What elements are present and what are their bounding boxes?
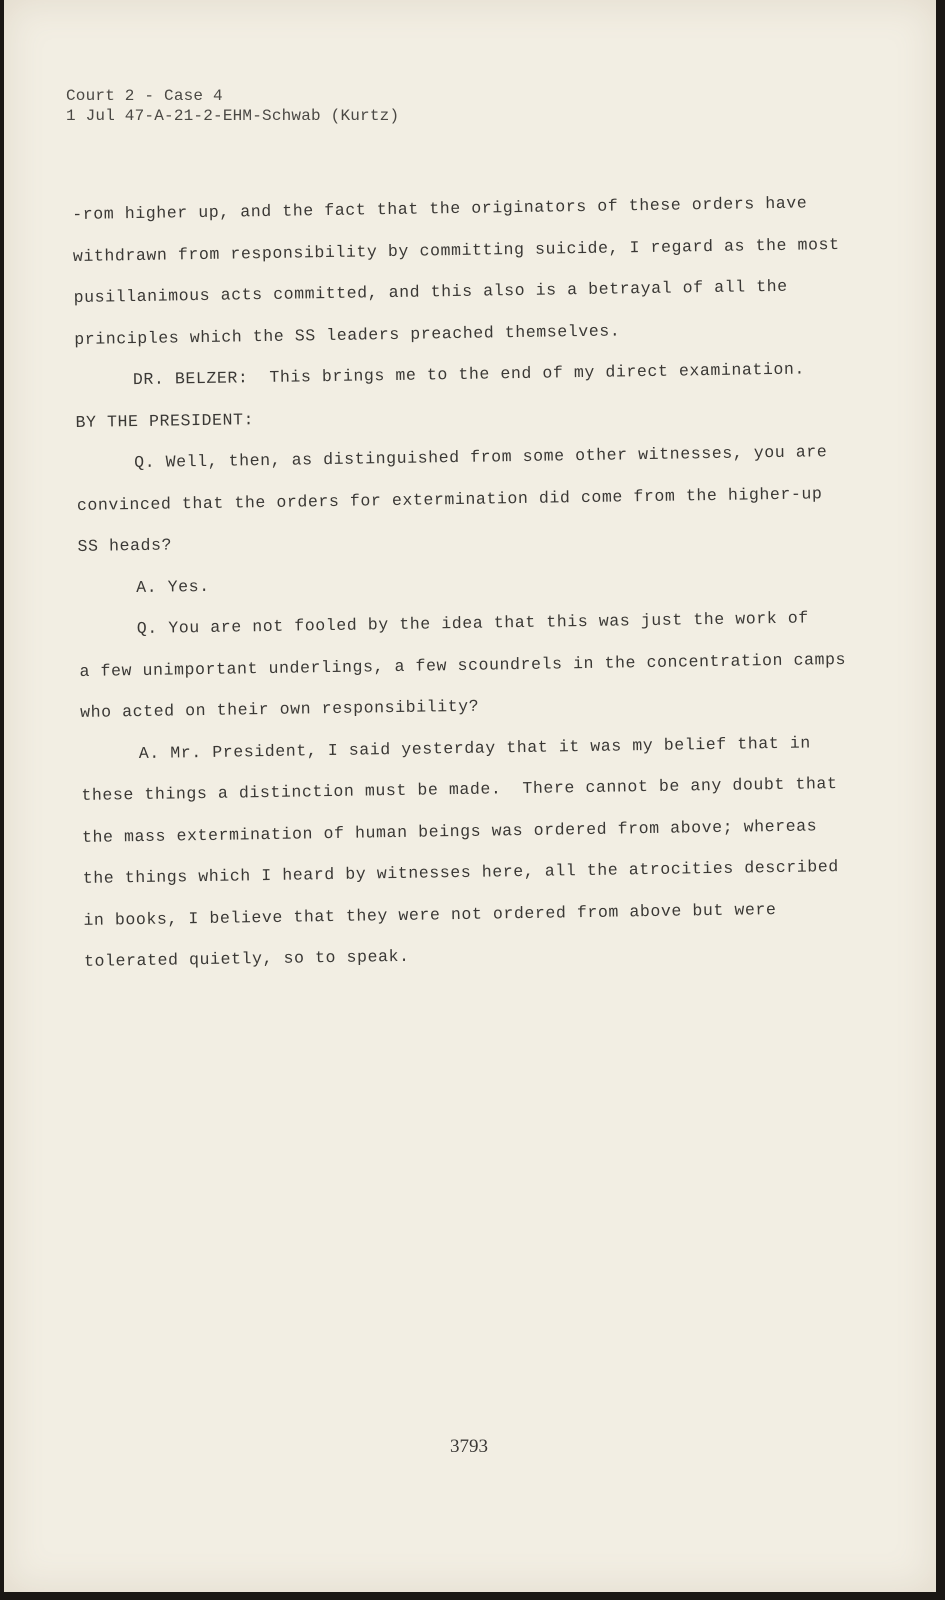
transcript-line: withdrawn from responsibility by committing suicide, I regard as the most <box>72 234 840 266</box>
transcript-line: the things which I heard by witnesses here, all the atrocities described <box>82 857 839 888</box>
transcript-line: SS heads? <box>77 535 173 556</box>
transcript-line: in books, I believe that they were not ordered from above but were <box>83 899 777 930</box>
transcript-line: tolerated quietly, so to speak. <box>83 946 410 971</box>
header-court-case: Court 2 - Case 4 <box>66 87 223 105</box>
transcript-line: who acted on their own responsibility? <box>79 696 480 722</box>
header-reference: 1 Jul 47-A-21-2-EHM-Schwab (Kurtz) <box>66 107 400 125</box>
transcript-line: -rom higher up, and the fact that the originators of these orders have <box>72 193 808 224</box>
transcript-line: a few unimportant underlings, a few scoundrels in the concentration camps <box>79 649 847 681</box>
page-number: 3793 <box>450 1436 488 1457</box>
transcript-line: A. Mr. President, I said yesterday that it was my belief that in <box>138 732 811 763</box>
transcript-line: convinced that the orders for extermination did come from the higher-up <box>76 483 823 515</box>
transcript-line: DR. BELZER: This brings me to the end of my direct examination. <box>132 359 806 390</box>
document-page <box>4 0 936 1592</box>
transcript-line: A. Yes. <box>136 576 210 597</box>
transcript-line: these things a distinction must be made. There cannot be any doubt that <box>81 774 838 805</box>
transcript-line: the mass extermination of human beings was ordered from above; whereas <box>81 815 818 847</box>
transcript-line: Q. You are not fooled by the idea that this was just the work of <box>136 608 810 639</box>
transcript-line: pusillanimous acts committed, and this also is a betrayal of all the <box>73 276 788 307</box>
transcript-line: principles which the SS leaders preached themselves. <box>74 320 621 349</box>
transcript-line: BY THE PRESIDENT: <box>75 409 255 432</box>
transcript-body <box>72 182 847 982</box>
document-header <box>66 86 399 126</box>
transcript-line: Q. Well, then, as distinguished from some other witnesses, you are <box>134 442 828 473</box>
